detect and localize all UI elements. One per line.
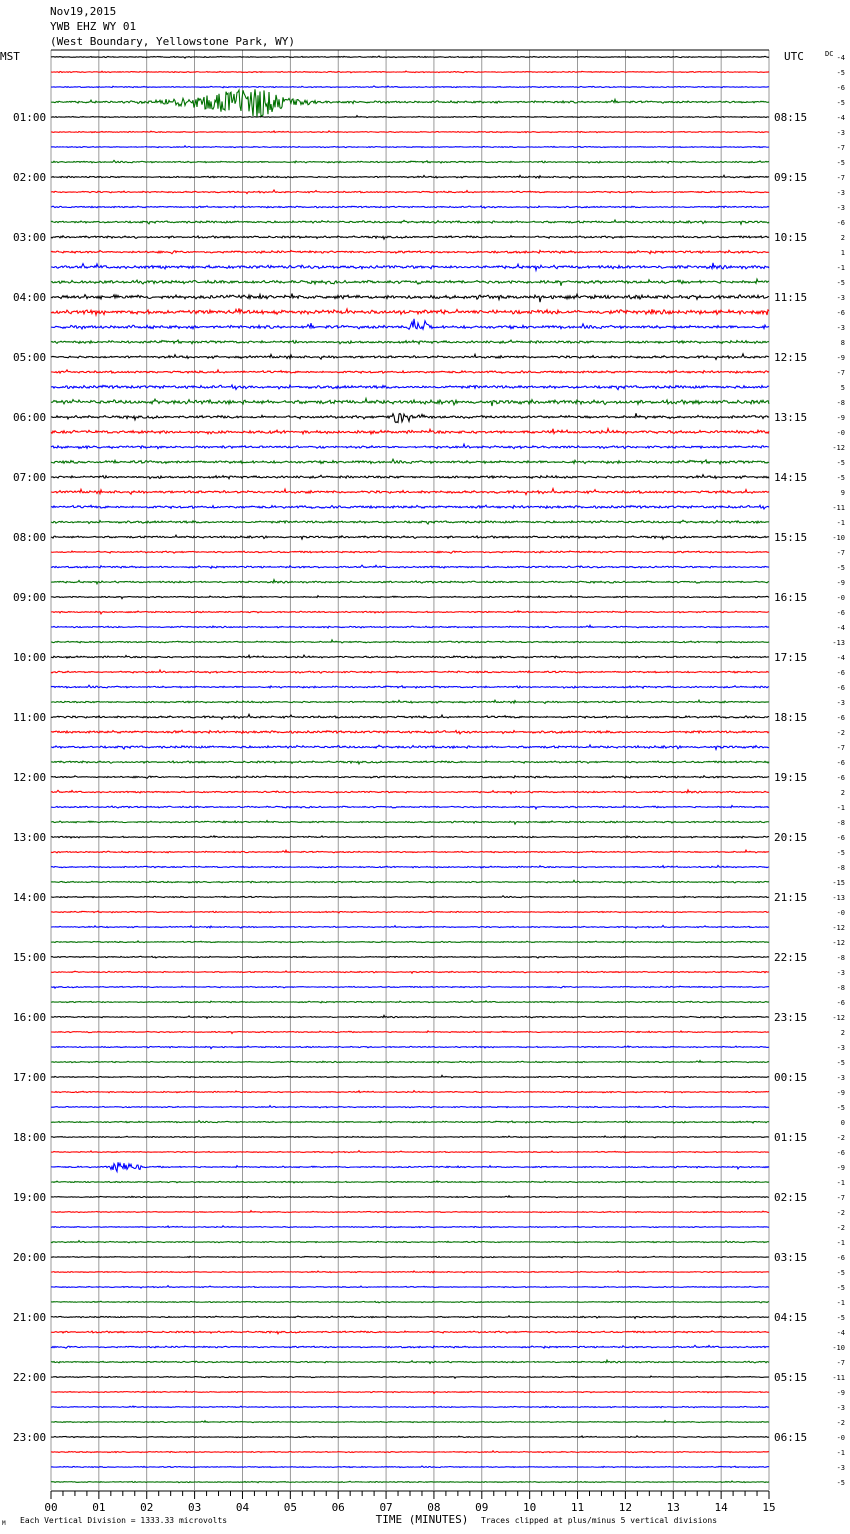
- dc-offset-label: -7: [836, 549, 845, 557]
- mst-hour-label: 06:00: [13, 411, 47, 424]
- seismic-trace: [51, 429, 769, 434]
- dc-offset-label: -4: [836, 654, 845, 662]
- x-tick-label: 07: [379, 1501, 393, 1514]
- vertical-division-note: Each Vertical Division = 1333.33 microvolts: [20, 1516, 228, 1525]
- x-tick-label: 15: [762, 1501, 776, 1514]
- seismic-trace: [51, 220, 769, 224]
- utc-hour-label: 12:15: [774, 351, 808, 364]
- clipping-note: Traces clipped at plus/minus 5 vertical divisions: [481, 1516, 718, 1525]
- dc-offset-label: -5: [836, 1269, 845, 1277]
- dc-offset-label: 2: [840, 789, 845, 797]
- station-location: (West Boundary, Yellowstone Park, WY): [50, 35, 296, 48]
- seismic-trace: [51, 385, 769, 390]
- seismic-trace: [51, 1436, 769, 1438]
- utc-hour-label: 02:15: [774, 1191, 808, 1204]
- seismic-trace: [51, 1241, 769, 1243]
- dc-offset-label: -3: [836, 969, 845, 977]
- seismic-trace: [51, 806, 769, 809]
- dc-offset-label: -7: [836, 744, 845, 752]
- utc-hour-label: 04:15: [774, 1311, 808, 1324]
- x-tick-label: 03: [187, 1501, 202, 1514]
- dc-offset-label: -1: [836, 264, 845, 272]
- seismic-trace: [51, 836, 769, 838]
- utc-hour-label: 13:15: [774, 411, 808, 424]
- dc-offset-label: -2: [836, 1134, 845, 1142]
- dc-offset-label: 0: [840, 1119, 845, 1127]
- seismic-trace: [51, 86, 769, 88]
- dc-offset-label: -6: [836, 999, 845, 1007]
- dc-offset-label: -3: [836, 129, 845, 137]
- dc-offset-label: -7: [836, 1359, 845, 1367]
- mst-hour-label: 16:00: [13, 1011, 47, 1024]
- mst-hour-label: 22:00: [13, 1371, 47, 1384]
- seismic-trace: [51, 475, 769, 479]
- mst-hour-label: 09:00: [13, 591, 47, 604]
- utc-hour-label: 09:15: [774, 171, 808, 184]
- dc-offset-label: -2: [836, 729, 845, 737]
- x-tick-label: 10: [523, 1501, 537, 1514]
- seismic-trace: [51, 714, 769, 719]
- x-axis-title: TIME (MINUTES): [375, 1513, 469, 1526]
- mst-hour-label: 05:00: [13, 351, 47, 364]
- x-tick-label: 00: [44, 1501, 58, 1514]
- seismic-trace: [51, 319, 769, 329]
- mst-hour-label: 03:00: [13, 231, 47, 244]
- x-tick-label: 06: [331, 1501, 345, 1514]
- dc-offset-label: -6: [836, 834, 845, 842]
- dc-offset-label: -1: [836, 519, 845, 527]
- seismic-trace: [51, 1345, 769, 1348]
- mst-hour-label: 14:00: [13, 891, 47, 904]
- mst-hour-label: 01:00: [13, 111, 47, 124]
- dc-offset-label: -1: [836, 1239, 845, 1247]
- utc-hour-label: 17:15: [774, 651, 808, 664]
- seismic-trace: [51, 1256, 769, 1258]
- seismic-trace: [51, 700, 769, 703]
- seismic-trace: [51, 1391, 769, 1393]
- utc-hour-label: 23:15: [774, 1011, 808, 1024]
- seismic-trace: [51, 1046, 769, 1049]
- seismic-trace: [51, 896, 769, 898]
- seismic-trace: [51, 1466, 769, 1468]
- dc-offset-label: -3: [836, 1044, 845, 1052]
- dc-offset-label: -2: [836, 1209, 845, 1217]
- utc-hour-label: 08:15: [774, 111, 808, 124]
- seismic-trace: [51, 146, 769, 148]
- seismic-trace: [51, 370, 769, 373]
- trace-group: [51, 56, 769, 1483]
- seismic-trace: [51, 1091, 769, 1093]
- mst-axis-label: MST: [0, 50, 20, 63]
- seismic-trace: [51, 761, 769, 764]
- dc-offset-label: -1: [836, 1299, 845, 1307]
- dc-offset-label: -0: [836, 594, 845, 602]
- dc-offset-label: 2: [840, 1029, 845, 1037]
- dc-offset-label: -13: [832, 894, 845, 902]
- seismic-trace: [51, 160, 769, 163]
- dc-offset-label: 5: [840, 384, 845, 392]
- minute-grid: [51, 50, 769, 1490]
- dc-offset-label: -6: [836, 609, 845, 617]
- mst-hour-label: 12:00: [13, 771, 47, 784]
- seismic-trace: [51, 308, 769, 315]
- utc-hour-label: 10:15: [774, 231, 808, 244]
- seismic-trace: [51, 821, 769, 825]
- dc-offset-label: -3: [836, 189, 845, 197]
- dc-offset-label: -2: [836, 1419, 845, 1427]
- mst-hour-label: 18:00: [13, 1131, 47, 1144]
- utc-hour-label: 19:15: [774, 771, 808, 784]
- utc-hour-label: 20:15: [774, 831, 808, 844]
- x-tick-label: 02: [140, 1501, 154, 1514]
- x-tick-label: 14: [714, 1501, 728, 1514]
- utc-axis-label: UTC: [784, 50, 804, 63]
- seismic-trace: [51, 175, 769, 178]
- x-tick-label: 01: [92, 1501, 106, 1514]
- dc-offset-label: -6: [836, 84, 845, 92]
- seismic-trace: [51, 1211, 769, 1213]
- utc-hour-label: 21:15: [774, 891, 808, 904]
- seismic-trace: [51, 1271, 769, 1273]
- dc-offset-label: -6: [836, 669, 845, 677]
- seismic-trace: [51, 1061, 769, 1063]
- dc-offset-label: -9: [836, 1164, 845, 1172]
- x-tick-label: 13: [666, 1501, 680, 1514]
- seismic-trace: [51, 1136, 769, 1138]
- dc-offset-label: -11: [832, 1374, 845, 1382]
- seismic-trace: [51, 1015, 769, 1018]
- utc-hour-label: 01:15: [774, 1131, 808, 1144]
- mst-hour-label: 21:00: [13, 1311, 47, 1324]
- dc-offset-label: -7: [836, 144, 845, 152]
- dc-offset-label: -4: [836, 114, 845, 122]
- seismic-trace: [51, 640, 769, 643]
- seismic-trace: [51, 89, 769, 117]
- seismic-trace: [51, 1481, 769, 1483]
- dc-offset-label: -9: [836, 354, 845, 362]
- utc-hour-label: 03:15: [774, 1251, 808, 1264]
- seismic-trace: [51, 444, 769, 448]
- seismic-trace: [51, 956, 769, 958]
- dc-offset-label: -6: [836, 759, 845, 767]
- x-tick-label: 08: [427, 1501, 441, 1514]
- utc-hour-label: 22:15: [774, 951, 808, 964]
- dc-offset-label: -6: [836, 1149, 845, 1157]
- dc-column-label: DC: [825, 50, 834, 58]
- seismic-trace: [51, 730, 769, 734]
- mst-hour-label: 02:00: [13, 171, 47, 184]
- mst-hour-label: 07:00: [13, 471, 47, 484]
- seismic-trace: [51, 1075, 769, 1077]
- seismic-trace: [51, 580, 769, 584]
- dc-offset-label: -13: [832, 639, 845, 647]
- seismic-trace: [51, 505, 769, 509]
- dc-offset-label: -7: [836, 1194, 845, 1202]
- dc-offset-label: -5: [836, 99, 845, 107]
- plot-date: Nov19,2015: [50, 5, 117, 18]
- dc-offset-label: -5: [836, 1479, 845, 1487]
- seismic-trace: [51, 340, 769, 344]
- utc-hour-label: 16:15: [774, 591, 808, 604]
- dc-offset-label: -6: [836, 774, 845, 782]
- seismic-trace: [51, 294, 769, 303]
- dc-offset-label: -2: [836, 1224, 845, 1232]
- dc-offset-label: 1: [840, 249, 845, 257]
- seismic-trace: [51, 865, 769, 867]
- dc-offset-label: -11: [832, 504, 845, 512]
- seismic-trace: [51, 1121, 769, 1123]
- dc-offset-label: -4: [836, 1329, 845, 1337]
- seismic-trace: [51, 611, 769, 614]
- dc-offset-label: -6: [836, 684, 845, 692]
- seismic-trace: [51, 685, 769, 688]
- dc-offset-label: -12: [832, 924, 845, 932]
- dc-offset-label: -7: [836, 174, 845, 182]
- seismic-trace: [51, 1376, 769, 1378]
- dc-offset-label: -1: [836, 1179, 845, 1187]
- seismic-trace: [51, 1031, 769, 1034]
- dc-offset-label: -10: [832, 534, 845, 542]
- dc-offset-label: -5: [836, 1314, 845, 1322]
- seismic-trace: [51, 1106, 769, 1108]
- seismic-trace: [51, 131, 769, 133]
- seismic-trace: [51, 399, 769, 406]
- utc-hour-label: 00:15: [774, 1071, 808, 1084]
- dc-offset-label: -8: [836, 954, 845, 962]
- seismic-trace: [51, 1181, 769, 1183]
- utc-hour-label: 06:15: [774, 1431, 808, 1444]
- x-tick-label: 04: [235, 1501, 250, 1514]
- seismic-trace: [51, 1001, 769, 1003]
- mst-hour-label: 10:00: [13, 651, 47, 664]
- dc-offset-label: -15: [832, 879, 845, 887]
- dc-offset-label: -9: [836, 579, 845, 587]
- seismic-trace: [51, 1162, 769, 1171]
- dc-offset-label: -0: [836, 429, 845, 437]
- seismic-trace: [51, 745, 769, 750]
- seismic-trace: [51, 776, 769, 779]
- station-code: YWB EHZ WY 01: [50, 20, 137, 33]
- dc-offset-label: -9: [836, 1389, 845, 1397]
- seismic-trace: [51, 880, 769, 883]
- dc-offset-label: -3: [836, 699, 845, 707]
- utc-hour-label: 05:15: [774, 1371, 808, 1384]
- seismic-trace: [51, 790, 769, 794]
- dc-offset-label: -8: [836, 819, 845, 827]
- dc-offset-label: -3: [836, 324, 845, 332]
- utc-hour-label: 18:15: [774, 711, 808, 724]
- utc-hour-label: 11:15: [774, 291, 808, 304]
- seismic-trace: [51, 190, 769, 194]
- dc-offset-label: -12: [832, 1014, 845, 1022]
- seismic-trace: [51, 1316, 769, 1319]
- seismic-trace: [51, 551, 769, 553]
- seismic-trace: [51, 206, 769, 208]
- dc-offset-label: -6: [836, 714, 845, 722]
- dc-offset-label: -5: [836, 459, 845, 467]
- dc-offset-label: -8: [836, 984, 845, 992]
- seismic-trace: [51, 535, 769, 539]
- utc-hour-label: 14:15: [774, 471, 808, 484]
- seismic-trace: [51, 596, 769, 599]
- x-tick-label: 09: [475, 1501, 489, 1514]
- mst-hour-label: 23:00: [13, 1431, 47, 1444]
- seismic-trace: [51, 1331, 769, 1334]
- seismic-trace: [51, 850, 769, 853]
- dc-offset-label: -6: [836, 1254, 845, 1262]
- seismic-trace: [51, 986, 769, 988]
- seismic-trace: [51, 1360, 769, 1363]
- dc-offset-label: -5: [836, 279, 845, 287]
- dc-offset-label: -5: [836, 564, 845, 572]
- seismic-trace: [51, 655, 769, 658]
- dc-offset-label: 8: [840, 339, 845, 347]
- mst-hour-label: 17:00: [13, 1071, 47, 1084]
- seismic-trace: [51, 413, 769, 422]
- dc-offset-label: -0: [836, 1434, 845, 1442]
- seismic-trace: [51, 459, 769, 464]
- mst-hour-label: 19:00: [13, 1191, 47, 1204]
- dc-offset-label: -8: [836, 399, 845, 407]
- seismic-trace: [51, 911, 769, 913]
- seismic-trace: [51, 941, 769, 943]
- seismic-trace: [51, 263, 769, 270]
- dc-offset-label: -5: [836, 1059, 845, 1067]
- seismic-trace: [51, 1406, 769, 1408]
- dc-offset-label: -3: [836, 204, 845, 212]
- mst-hour-label: 11:00: [13, 711, 47, 724]
- utc-hour-label: 15:15: [774, 531, 808, 544]
- dc-offset-label: -6: [836, 309, 845, 317]
- seismic-trace: [51, 520, 769, 524]
- seismic-trace: [51, 1286, 769, 1288]
- dc-offset-label: -3: [836, 294, 845, 302]
- seismic-trace: [51, 354, 769, 360]
- dc-offset-label: 9: [840, 489, 845, 497]
- seismic-trace: [51, 116, 769, 118]
- seismic-trace: [51, 670, 769, 673]
- seismic-trace: [51, 925, 769, 928]
- x-tick-label: 12: [618, 1501, 633, 1514]
- dc-offset-label: -5: [836, 474, 845, 482]
- dc-offset-label: -4: [836, 54, 845, 62]
- mst-hour-label: 15:00: [13, 951, 47, 964]
- dc-offset-label: -5: [836, 849, 845, 857]
- dc-offset-label: -1: [836, 1449, 845, 1457]
- dc-offset-label: -7: [836, 369, 845, 377]
- corner-mark: M: [2, 1520, 6, 1527]
- dc-offset-label: -3: [836, 1464, 845, 1472]
- dc-offset-label: -8: [836, 864, 845, 872]
- seismic-trace: [51, 565, 769, 568]
- dc-offset-label: -6: [836, 219, 845, 227]
- dc-offset-label: -12: [832, 939, 845, 947]
- x-tick-label: 05: [283, 1501, 297, 1514]
- seismic-trace: [51, 489, 769, 495]
- dc-offset-label: -5: [836, 159, 845, 167]
- dc-offset-label: -10: [832, 1344, 845, 1352]
- dc-offset-label: -0: [836, 909, 845, 917]
- dc-offset-label: -12: [832, 444, 845, 452]
- mst-hour-label: 08:00: [13, 531, 47, 544]
- dc-offset-label: -9: [836, 414, 845, 422]
- x-tick-label: 11: [570, 1501, 585, 1514]
- dc-offset-label: -5: [836, 69, 845, 77]
- seismic-trace: [51, 250, 769, 253]
- seismic-trace: [51, 1226, 769, 1228]
- seismic-trace: [51, 1301, 769, 1303]
- seismic-trace: [51, 1196, 769, 1198]
- dc-offset-label: -5: [836, 1284, 845, 1292]
- mst-hour-label: 13:00: [13, 831, 47, 844]
- seismic-trace: [51, 971, 769, 973]
- seismic-trace: [51, 1151, 769, 1153]
- seismic-trace: [51, 71, 769, 73]
- seismic-trace: [51, 56, 769, 58]
- mst-hour-label: 20:00: [13, 1251, 47, 1264]
- dc-offset-label: -5: [836, 1104, 845, 1112]
- dc-offset-label: 2: [840, 234, 845, 242]
- seismic-trace: [51, 625, 769, 628]
- dc-offset-label: -4: [836, 624, 845, 632]
- dc-offset-label: -3: [836, 1404, 845, 1412]
- dc-offset-label: -9: [836, 1089, 845, 1097]
- seismic-trace: [51, 236, 769, 239]
- dc-offset-label: -1: [836, 804, 845, 812]
- dc-offset-label: -3: [836, 1074, 845, 1082]
- seismic-trace: [51, 1421, 769, 1423]
- seismic-trace: [51, 1451, 769, 1453]
- mst-hour-label: 04:00: [13, 291, 47, 304]
- seismic-trace: [51, 279, 769, 286]
